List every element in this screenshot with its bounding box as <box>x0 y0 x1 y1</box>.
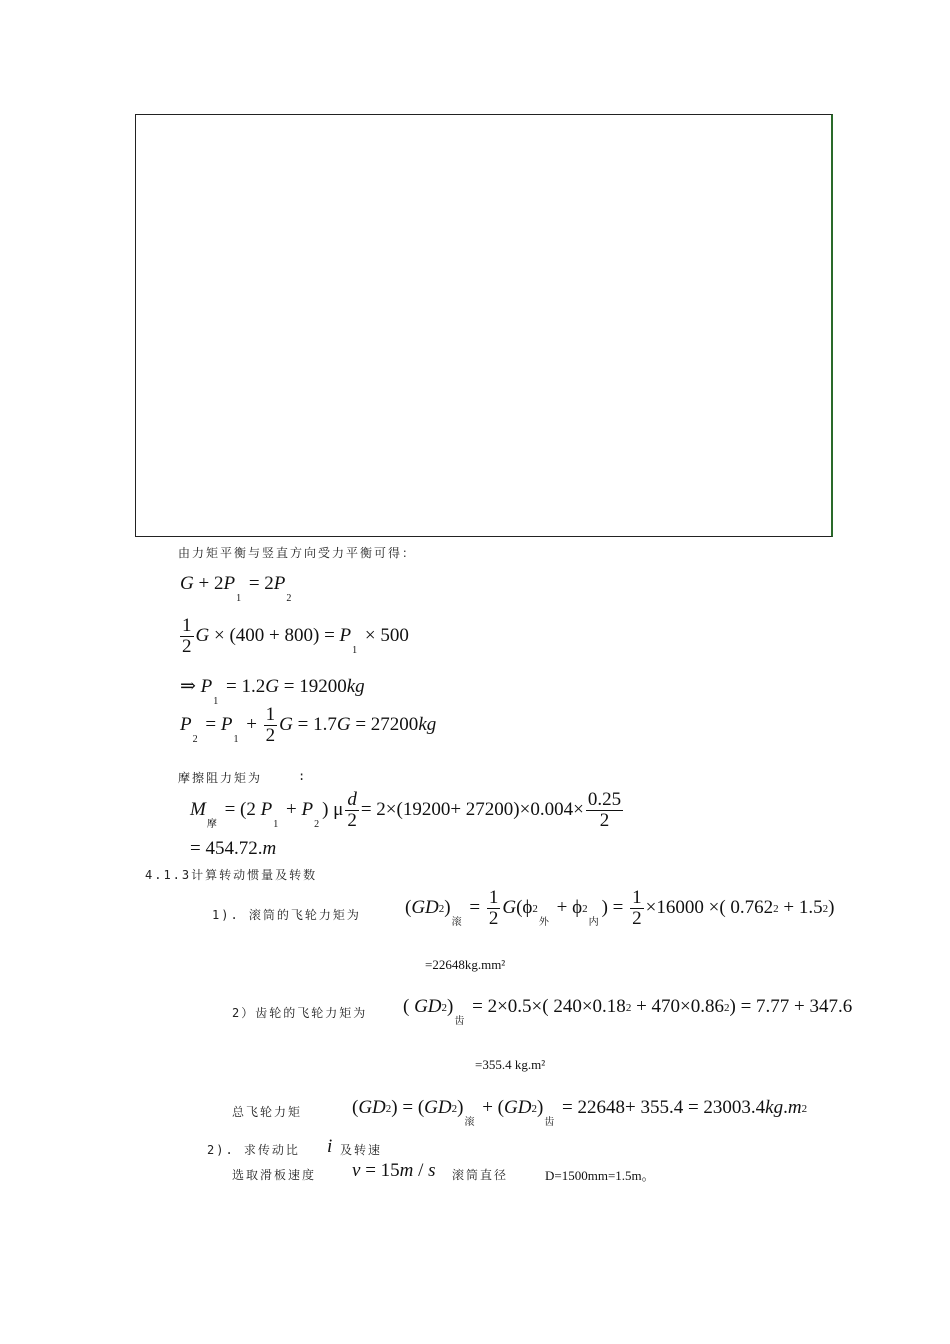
section-heading: 4.1.3计算转动惯量及转数 <box>145 868 318 882</box>
item2-result: =355.4 kg.m² <box>475 1057 546 1072</box>
equation-2: $\frac{1}{2}$ $G \times (400 + 800) = P_1 \times 500$ <box>182 615 409 657</box>
friction-label: 摩擦阻力矩为 <box>178 771 263 785</box>
moment-result: = 454.72.m <box>190 838 277 859</box>
total-equation: $(GD2) = (GD2)_滚 + (GD2)_齿 = 22648+ 355.4 = 23003.4kg.m2$ <box>352 1097 808 1128</box>
equation-3: ⇒ $P_1 = 1.2G = 19200kg$ <box>180 676 365 707</box>
item1-label: 1). 滚筒的飞轮力矩为 <box>212 908 361 922</box>
item3-suffix: 及转速 <box>340 1143 383 1157</box>
item1-equation: $(GD2)_滚$ = $\frac{1}{2}$ $G(\phi 2_外 + \phi 2_内)$ = $\frac{1}{2}$ ×16000 ×( 0.7622 + 1.52) <box>405 887 835 929</box>
moment-equation: $M_摩 = (2$ $P_1 + P_2$) μ $\frac{d}{2}$ = 2×(19200+ 27200)×0.004× $\frac{0.25}{2}$ <box>190 789 622 831</box>
item1-result: =22648kg.mm² <box>425 957 506 972</box>
diameter-value: D=1500mm=1.5m。 <box>545 1168 655 1183</box>
figure-frame <box>135 114 833 537</box>
item3-var: i <box>327 1136 333 1157</box>
intro-text: 由力矩平衡与竖直方向受力平衡可得： <box>178 546 417 560</box>
diameter-label: 滚筒直径 <box>452 1168 509 1182</box>
item2-label: 2）齿轮的飞轮力矩为 <box>232 1006 368 1020</box>
friction-colon: : <box>298 769 308 783</box>
speed-equation: v = 15m / s <box>352 1160 436 1181</box>
frac-den: 2 <box>182 636 192 657</box>
speed-label: 选取滑板速度 <box>232 1168 317 1182</box>
equation-1: $G + 2P_1 = 2P_2$ <box>180 573 292 604</box>
frac-num: 1 <box>182 615 192 636</box>
equation-4: $P_2 = P_1$ + $\frac{1}{2}$ G = 1.7G = 27200kg <box>180 704 437 746</box>
item3-label: 2). 求传动比 <box>207 1143 300 1157</box>
item2-equation: ( $GD2)_齿 = 2\times 0.5\times$( 240×0.182 + 470×0.862) = 7.77 + 347.6 <box>403 996 853 1027</box>
total-label: 总飞轮力矩 <box>232 1105 303 1119</box>
